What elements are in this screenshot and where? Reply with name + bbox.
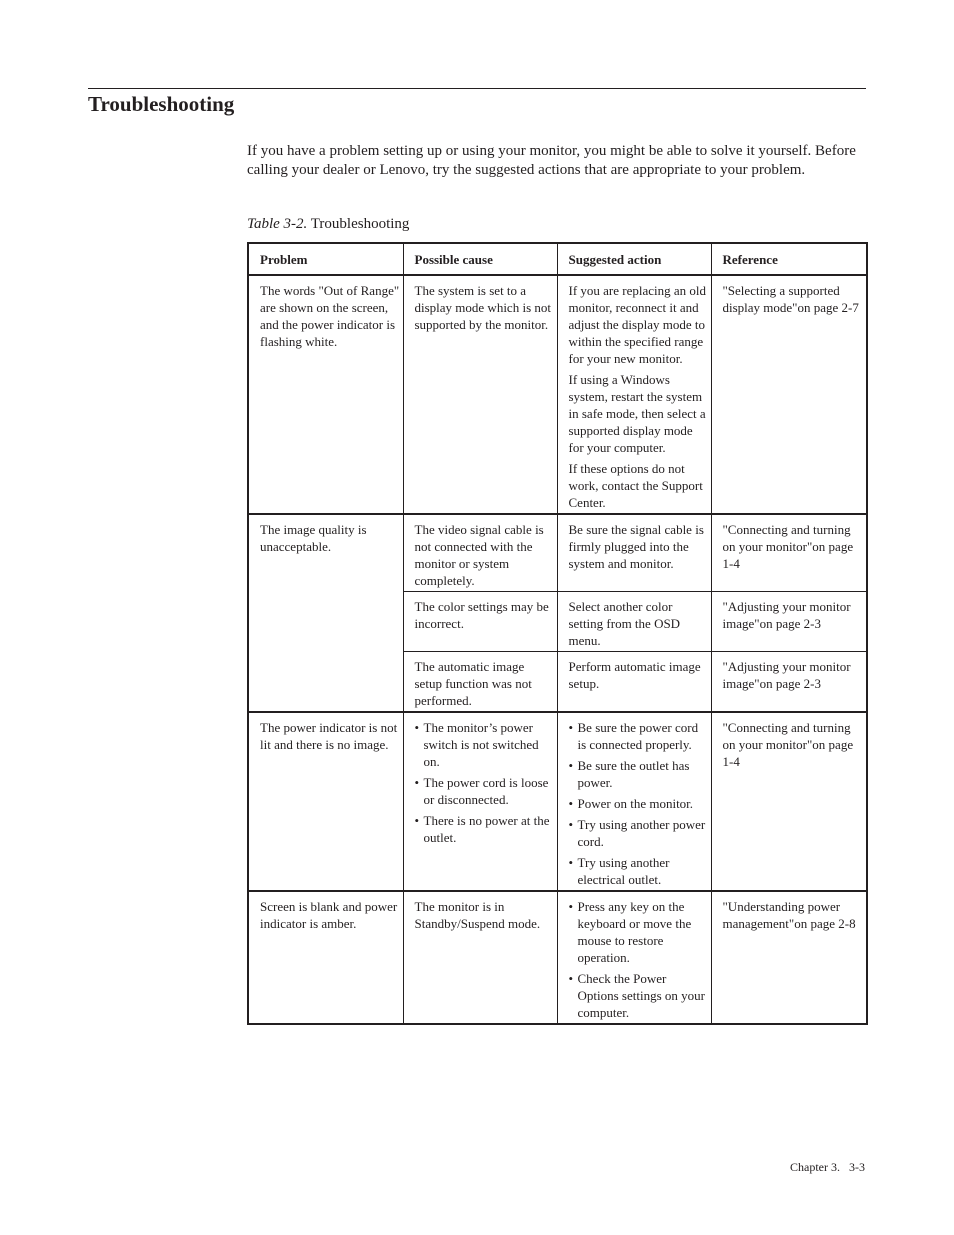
action-cell	[557, 712, 711, 891]
action-cell: Select another color setting from the OSD menu.	[557, 592, 711, 652]
table-caption	[247, 215, 409, 233]
table-caption-label: Table 3-2.	[247, 216, 308, 232]
header-problem: Problem	[248, 243, 403, 275]
action-cell: Perform automatic image setup.	[557, 652, 711, 713]
header-possible-cause: Possible cause	[403, 243, 557, 275]
list-item: • Be sure the power cord is connected properly.	[569, 719, 708, 753]
cause-list	[415, 719, 554, 846]
cause-cell: The video signal cable is not connected with the monitor or system completely.	[403, 514, 557, 592]
cause-cell: The color settings may be incorrect.	[403, 592, 557, 652]
cause-cell: The system is set to a display mode which is not supported by the monitor.	[403, 275, 557, 514]
list-item: • The power cord is loose or disconnected.	[415, 774, 554, 808]
problem-cell: The words "Out of Range" are shown on the screen, and the power indicator is flashing white.	[248, 275, 403, 514]
cause-cell	[403, 712, 557, 891]
table-caption-text: Troubleshooting	[307, 216, 410, 232]
reference-cell: "Connecting and turning on your monitor"on page 1-4	[711, 712, 867, 891]
table-row	[248, 891, 867, 1024]
list-item: • Check the Power Options settings on your computer.	[569, 970, 708, 1021]
table-row	[248, 514, 867, 592]
list-item: • The monitor’s power switch is not switched on.	[415, 719, 554, 770]
problem-cell: Screen is blank and power indicator is amber.	[248, 891, 403, 1024]
problem-cell: The power indicator is not lit and there is no image.	[248, 712, 403, 891]
problem-cell: The image quality is unacceptable.	[248, 514, 403, 712]
table-row	[248, 275, 867, 514]
list-item: • There is no power at the outlet.	[415, 812, 554, 846]
intro-paragraph: If you have a problem setting up or using your monitor, you might be able to solve it yourself. Before calling your dealer or Lenovo, try the suggested actions that are appropriate to your problem.	[247, 143, 856, 178]
list-item: • Press any key on the keyboard or move the mouse to restore operation.	[569, 898, 708, 966]
reference-cell: "Selecting a supported display mode"on page 2-7	[711, 275, 867, 514]
cause-cell: The monitor is in Standby/Suspend mode.	[403, 891, 557, 1024]
action-cell	[557, 891, 711, 1024]
action-list	[569, 898, 708, 1021]
reference-cell: "Adjusting your monitor image"on page 2-3	[711, 592, 867, 652]
list-item: • Try using another power cord.	[569, 816, 708, 850]
table-row	[248, 712, 867, 891]
list-item: • Try using another electrical outlet.	[569, 854, 708, 888]
list-item: • Be sure the outlet has power.	[569, 757, 708, 791]
reference-cell: "Understanding power management"on page 2-8	[711, 891, 867, 1024]
top-rule	[88, 88, 866, 89]
page-title: Troubleshooting	[88, 92, 235, 116]
action-paragraph: If using a Windows system, restart the system in safe mode, then select a supported display mode for your computer.	[568, 372, 706, 455]
action-paragraph: If these options do not work, contact the Support Center.	[568, 461, 703, 510]
table-header-row	[248, 243, 867, 275]
list-item: • Power on the monitor.	[569, 795, 708, 812]
header-suggested-action: Suggested action	[557, 243, 711, 275]
reference-cell: "Adjusting your monitor image"on page 2-3	[711, 652, 867, 713]
reference-cell: "Connecting and turning on your monitor"on page 1-4	[711, 514, 867, 592]
header-reference: Reference	[711, 243, 867, 275]
cause-cell: The automatic image setup function was not performed.	[403, 652, 557, 713]
page-footer: Chapter 3. 3-3	[790, 1160, 865, 1174]
action-cell	[557, 275, 711, 514]
action-cell: Be sure the signal cable is firmly plugged into the system and monitor.	[557, 514, 711, 592]
troubleshooting-table	[247, 242, 868, 1025]
action-list	[569, 719, 708, 888]
action-paragraph: If you are replacing an old monitor, reconnect it and adjust the display mode to within the specified range for your new monitor.	[568, 283, 707, 366]
